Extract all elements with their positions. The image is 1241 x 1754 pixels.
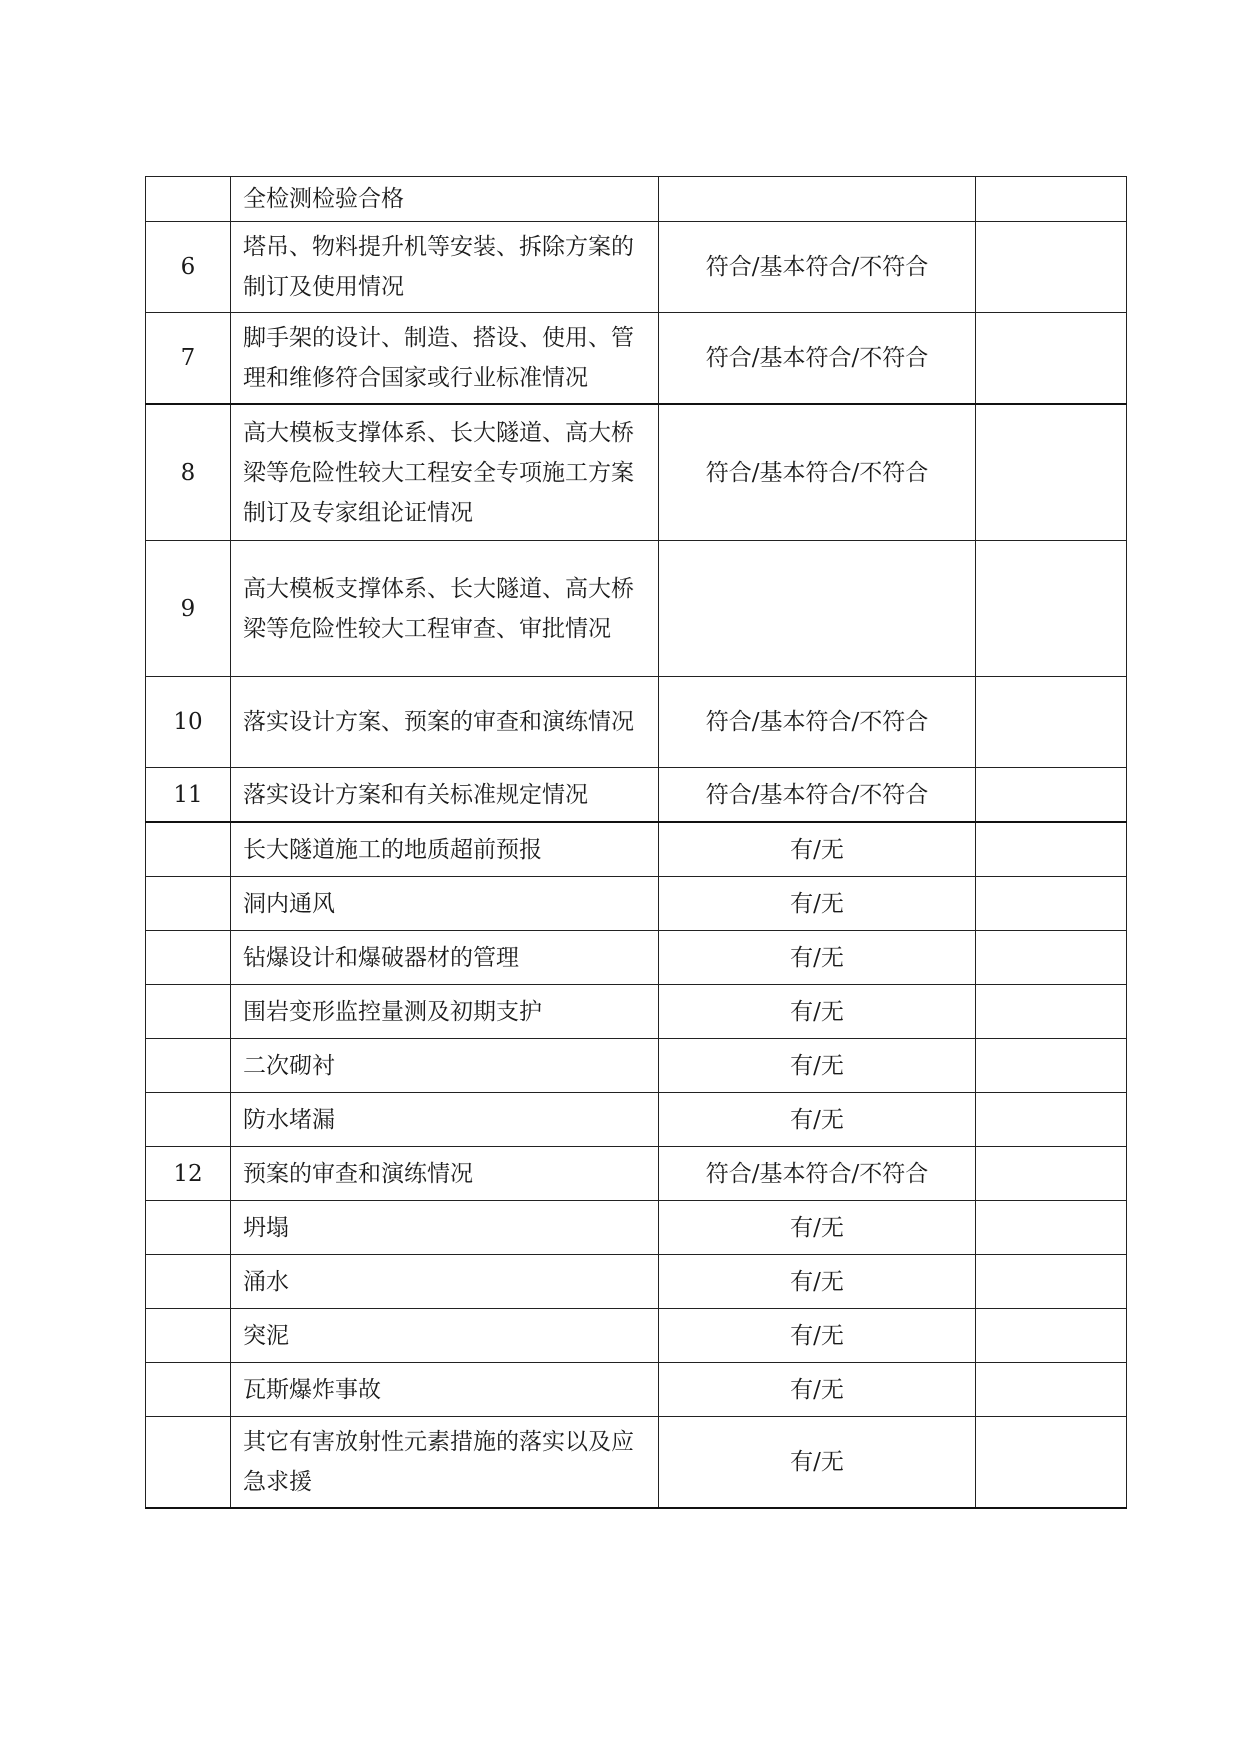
table-row <box>146 677 1127 768</box>
row-number <box>146 1417 231 1509</box>
row-number <box>146 1255 231 1309</box>
check-note <box>976 1309 1127 1363</box>
check-item: 长大隧道施工的地质超前预报 <box>231 822 659 877</box>
table-row <box>146 985 1127 1039</box>
check-item: 洞内通风 <box>231 877 659 931</box>
check-note <box>976 768 1127 823</box>
check-result: 有/无 <box>659 822 976 877</box>
check-note <box>976 1363 1127 1417</box>
check-result: 有/无 <box>659 1417 976 1509</box>
check-result: 有/无 <box>659 1039 976 1093</box>
row-number <box>146 177 231 222</box>
check-item: 其它有害放射性元素措施的落实以及应急求援 <box>231 1417 659 1509</box>
check-item: 高大模板支撑体系、长大隧道、高大桥梁等危险性较大工程审查、审批情况 <box>231 541 659 677</box>
check-item: 涌水 <box>231 1255 659 1309</box>
check-result: 有/无 <box>659 1363 976 1417</box>
row-number: 10 <box>146 677 231 768</box>
table-row <box>146 1363 1127 1417</box>
check-item: 二次砌衬 <box>231 1039 659 1093</box>
table-row <box>146 1309 1127 1363</box>
check-item: 坍塌 <box>231 1201 659 1255</box>
check-note <box>976 985 1127 1039</box>
check-note <box>976 677 1127 768</box>
check-result: 有/无 <box>659 985 976 1039</box>
check-result: 有/无 <box>659 1093 976 1147</box>
table-row <box>146 1417 1127 1509</box>
table-row <box>146 177 1127 222</box>
row-number <box>146 877 231 931</box>
table-row <box>146 1039 1127 1093</box>
table-row <box>146 313 1127 405</box>
check-note <box>976 1093 1127 1147</box>
check-result: 符合/基本符合/不符合 <box>659 222 976 313</box>
check-item: 钻爆设计和爆破器材的管理 <box>231 931 659 985</box>
check-note <box>976 1255 1127 1309</box>
check-item: 围岩变形监控量测及初期支护 <box>231 985 659 1039</box>
check-item: 落实设计方案、预案的审查和演练情况 <box>231 677 659 768</box>
safety-checklist-table <box>145 176 1127 1509</box>
table-row <box>146 931 1127 985</box>
row-number <box>146 1363 231 1417</box>
check-note <box>976 541 1127 677</box>
check-item: 塔吊、物料提升机等安装、拆除方案的制订及使用情况 <box>231 222 659 313</box>
check-note <box>976 877 1127 931</box>
table-row <box>146 1093 1127 1147</box>
row-number: 7 <box>146 313 231 405</box>
row-number: 11 <box>146 768 231 823</box>
check-result: 有/无 <box>659 877 976 931</box>
table-row <box>146 1255 1127 1309</box>
row-number: 12 <box>146 1147 231 1201</box>
table-row <box>146 877 1127 931</box>
check-item: 防水堵漏 <box>231 1093 659 1147</box>
check-note <box>976 1201 1127 1255</box>
table-row <box>146 768 1127 823</box>
check-item: 高大模板支撑体系、长大隧道、高大桥梁等危险性较大工程安全专项施工方案制订及专家组论证情况 <box>231 404 659 541</box>
check-note <box>976 1039 1127 1093</box>
table-row <box>146 222 1127 313</box>
check-note <box>976 177 1127 222</box>
check-item: 全检测检验合格 <box>231 177 659 222</box>
row-number <box>146 931 231 985</box>
check-result: 符合/基本符合/不符合 <box>659 1147 976 1201</box>
check-note <box>976 222 1127 313</box>
check-item: 落实设计方案和有关标准规定情况 <box>231 768 659 823</box>
row-number <box>146 1093 231 1147</box>
table-row <box>146 1201 1127 1255</box>
check-note <box>976 822 1127 877</box>
row-number: 9 <box>146 541 231 677</box>
check-result: 有/无 <box>659 1309 976 1363</box>
table-row <box>146 1147 1127 1201</box>
check-note <box>976 931 1127 985</box>
check-result: 符合/基本符合/不符合 <box>659 404 976 541</box>
check-result: 符合/基本符合/不符合 <box>659 313 976 405</box>
check-result: 有/无 <box>659 1255 976 1309</box>
table-row <box>146 822 1127 877</box>
row-number <box>146 822 231 877</box>
row-number: 6 <box>146 222 231 313</box>
check-result: 有/无 <box>659 931 976 985</box>
check-result: 有/无 <box>659 1201 976 1255</box>
row-number <box>146 1309 231 1363</box>
check-item: 预案的审查和演练情况 <box>231 1147 659 1201</box>
check-note <box>976 404 1127 541</box>
check-note <box>976 1147 1127 1201</box>
row-number <box>146 985 231 1039</box>
check-note <box>976 313 1127 405</box>
table-row <box>146 404 1127 541</box>
check-item: 突泥 <box>231 1309 659 1363</box>
check-result <box>659 177 976 222</box>
check-item: 瓦斯爆炸事故 <box>231 1363 659 1417</box>
row-number: 8 <box>146 404 231 541</box>
table-row <box>146 541 1127 677</box>
row-number <box>146 1201 231 1255</box>
check-result: 符合/基本符合/不符合 <box>659 677 976 768</box>
check-result: 符合/基本符合/不符合 <box>659 768 976 823</box>
row-number <box>146 1039 231 1093</box>
check-result <box>659 541 976 677</box>
check-item: 脚手架的设计、制造、搭设、使用、管理和维修符合国家或行业标准情况 <box>231 313 659 405</box>
check-note <box>976 1417 1127 1509</box>
